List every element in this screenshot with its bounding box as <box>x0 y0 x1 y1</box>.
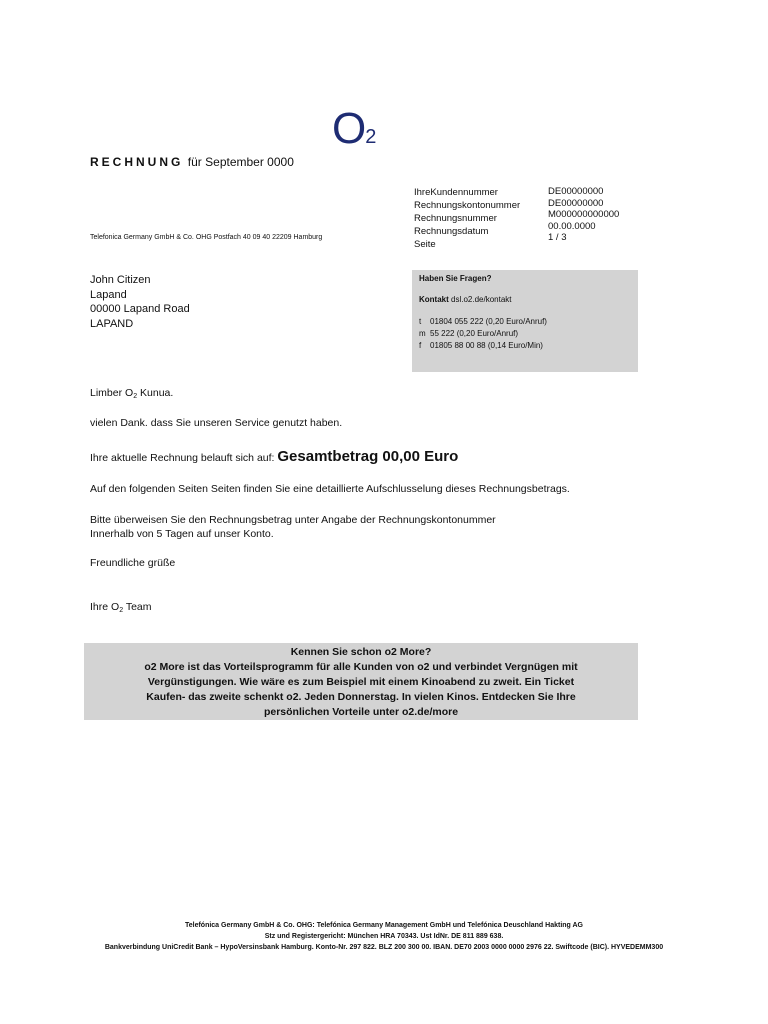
promo-line: Kennen Sie schon o2 More? <box>290 646 432 658</box>
invoice-title <box>90 153 294 171</box>
meta-value: DE00000000 <box>548 197 604 209</box>
meta-value: 1 / 3 <box>548 232 567 243</box>
address-line: LAPAND <box>90 317 134 330</box>
transfer-instructions <box>90 513 496 541</box>
total-pre: Ihre aktuelle Rechnung belauft sich auf: <box>90 452 278 464</box>
fax-number: 01805 88 00 88 (0,14 Euro/Min) <box>430 341 543 350</box>
meta-label: Rechnungskontonummer <box>414 200 521 211</box>
contact-link-row <box>419 295 512 304</box>
contact-url[interactable]: dsl.o2.de/kontakt <box>451 295 512 304</box>
transfer-line: Bitte überweisen Sie den Rechnungsbetrag unter Angabe der Rechnungskontonummer <box>90 514 496 526</box>
invoice-title-month: für September 0000 <box>187 155 294 169</box>
meta-label: Rechnungsnummer <box>414 213 497 224</box>
phone-number: 01804 055 222 (0,20 Euro/Anruf) <box>430 317 547 326</box>
contact-phone-row <box>419 317 547 326</box>
footer-line: Stz und Registergericht: München HRA 70343. Ust IdNr. DE 811 889 638. <box>264 933 504 940</box>
mobile-number: 55 222 (0,20 Euro/Anruf) <box>430 329 519 338</box>
meta-value: DE00000000 <box>548 186 604 197</box>
total-line <box>90 448 458 465</box>
promo-line: Kaufen- das zweite schenkt o2. Jeden Donnerstag. In vielen Kinos. Entdecken Sie Ihre <box>146 691 576 703</box>
greeting-post: Kunua. <box>137 387 174 399</box>
total-amount: Gesamtbetrag 00,00 Euro <box>277 448 459 465</box>
promo-line: o2 More ist das Vorteilsprogramm für alle Kunden von o2 und verbindet Vergnügen mit <box>144 661 578 673</box>
thanks-line: vielen Dank. dass Sie unseren Service genutzt haben. <box>90 417 343 429</box>
greeting-sub: 2 <box>133 393 138 400</box>
contact-box <box>412 270 638 372</box>
footer-line: Telefónica Germany GmbH & Co. OHG: Telefónica Germany Management GmbH und Telefónica Deuschland Hakting AG <box>184 922 584 929</box>
fax-prefix: f <box>419 341 422 350</box>
sender-line: Telefonica Germany GmbH & Co. OHG Postfach 40 09 40 22209 Hamburg <box>90 234 323 241</box>
logo-subscript: 2 <box>365 126 377 148</box>
logo-letter: O <box>332 104 366 153</box>
recipient-address <box>90 273 190 331</box>
transfer-line: Innerhalb von 5 Tagen auf unser Konto. <box>90 528 274 540</box>
closing: Freundliche grüße <box>90 557 176 569</box>
footer <box>0 920 768 953</box>
promo-line: persönlichen Vorteile unter o2.de/more <box>263 706 459 718</box>
contact-label: Kontakt <box>419 295 449 304</box>
detail-line: Auf den folgenden Seiten Seiten finden Sie eine detaillierte Aufschlusselung dieses Rechnungsbetrags. <box>90 483 570 495</box>
mobile-prefix: m <box>419 329 426 338</box>
signature-post: Team <box>123 601 152 613</box>
meta-label: IhreKundennummer <box>414 187 498 198</box>
address-line: John Citizen <box>90 274 151 286</box>
meta-label: Rechnungsdatum <box>414 226 489 237</box>
address-line: Lapand <box>90 288 127 301</box>
meta-value: M000000000000 <box>548 209 620 220</box>
signature <box>90 601 152 614</box>
signature-sub: 2 <box>119 607 124 614</box>
invoice-meta-labels <box>414 186 520 251</box>
meta-label: Seite <box>414 239 436 250</box>
signature-pre: Ihre O <box>90 601 120 613</box>
meta-value: 00.00.0000 <box>548 220 596 232</box>
contact-mobile-row <box>419 329 518 338</box>
contact-fax-row <box>419 341 543 350</box>
invoice-meta-values <box>548 186 619 244</box>
greeting-pre: Limber O <box>90 387 134 399</box>
invoice-title-bold: RECHNUNG <box>90 155 184 169</box>
o2-logo <box>332 104 376 154</box>
promo-box <box>84 643 638 720</box>
contact-heading: Haben Sie Fragen? <box>419 274 492 283</box>
greeting <box>90 387 173 400</box>
footer-line: Bankverbindung UniCredit Bank – HypoVersinsbank Hamburg. Konto-Nr. 297 822. BLZ 200 300 00. IBAN. DE70 2003 0000 0000 2976 22. Swiftcode (BIC). HYVEDEMM300 <box>104 944 664 951</box>
phone-prefix: t <box>419 317 422 326</box>
address-line: 00000 Lapand Road <box>90 303 190 315</box>
promo-line: Vergünstigungen. Wie wäre es zum Beispiel mit einem Kinoabend zu zweit. Ein Ticket <box>147 676 575 688</box>
